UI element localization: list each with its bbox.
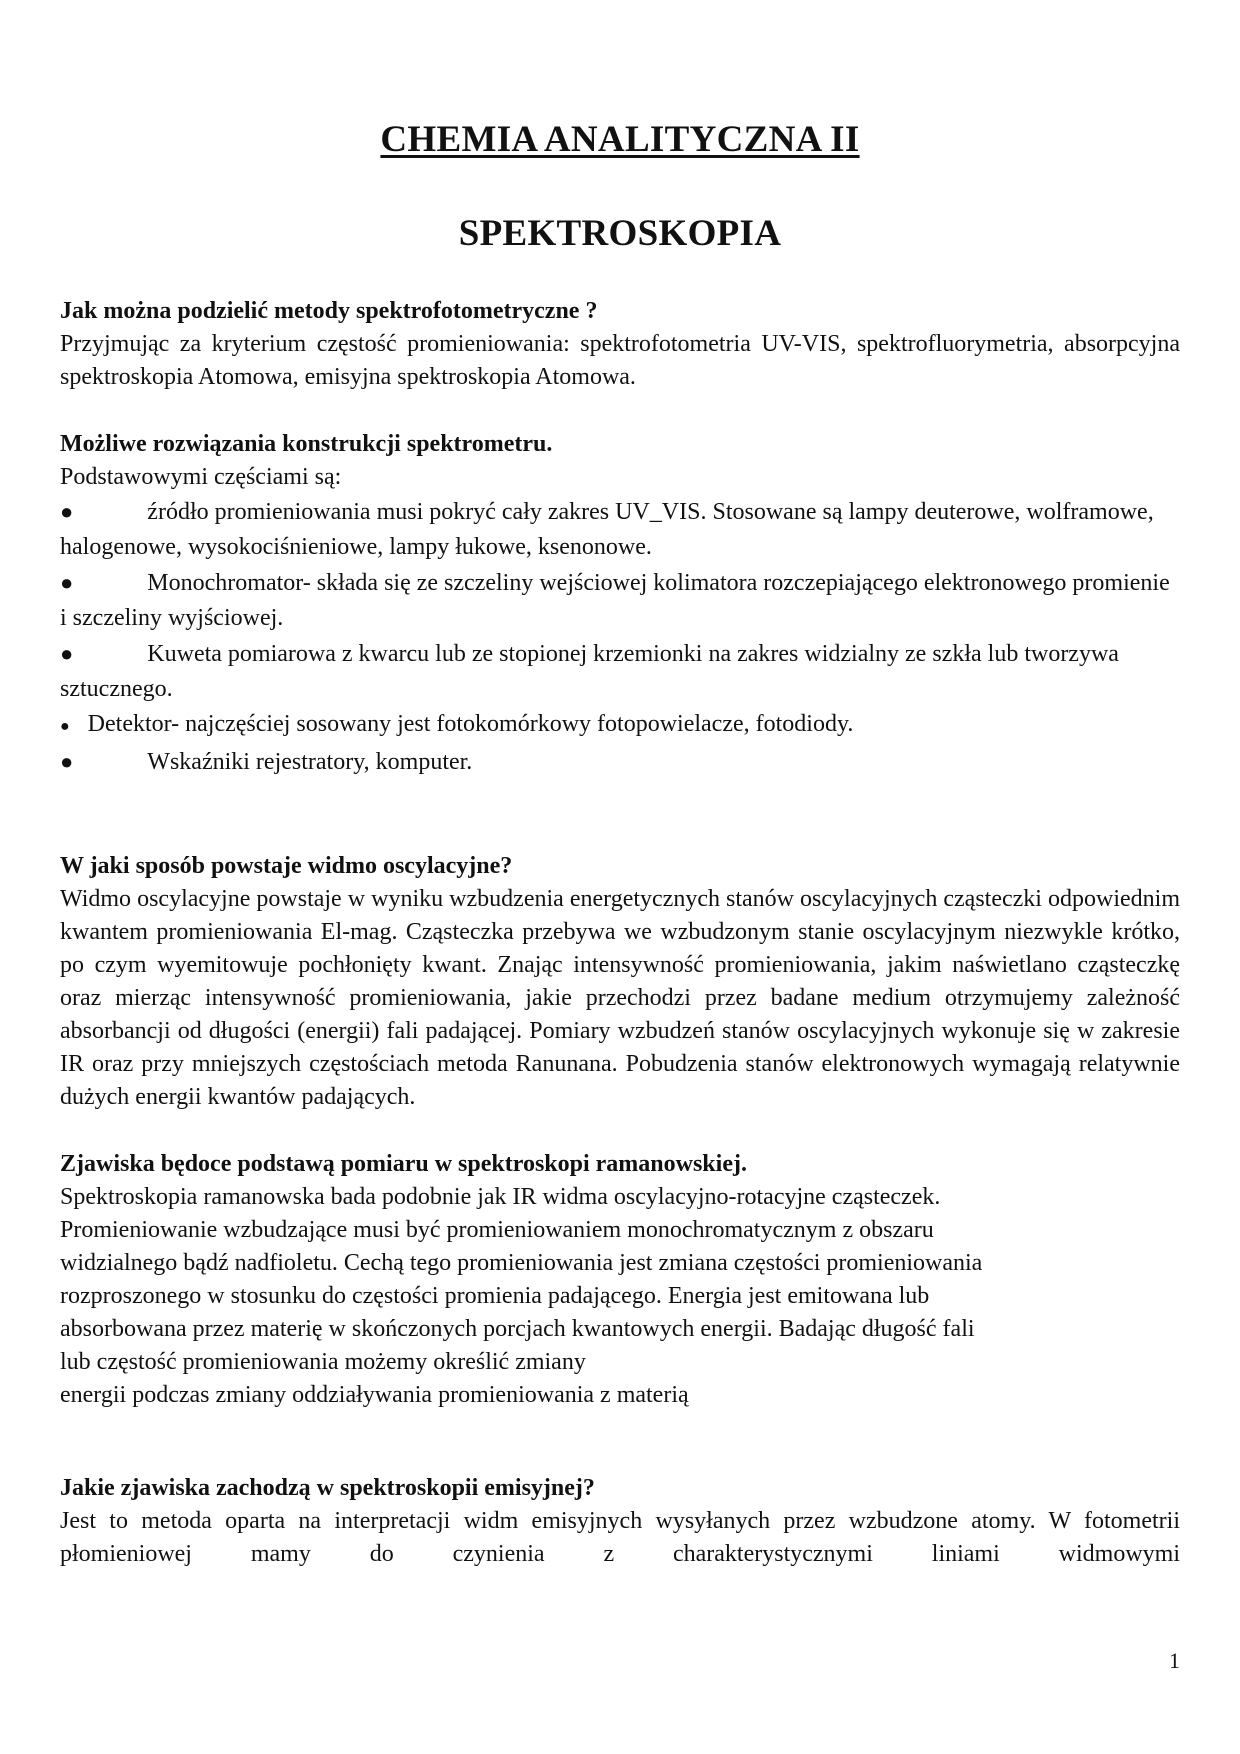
text-line: energii podczas zmiany oddziaływania promieniowania z materią: [60, 1381, 689, 1408]
list-item-text: Monochromator- składa się ze szczeliny wejściowej kolimatora rozczepiającego elektronowego promienie i szczeliny wyjściowej.: [60, 569, 1170, 631]
section-emission-spectroscopy: [60, 1472, 1180, 1571]
list-item-text: Kuweta pomiarowa z kwarcu lub ze stopionej krzemionki na zakres widzialny ze szkła lub tworzywa sztucznego.: [60, 640, 1119, 702]
text-line: Promieniowanie wzbudzające musi być promieniowaniem monochromatycznym z obszaru: [60, 1216, 934, 1243]
section-vibrational-spectrum: [60, 850, 1180, 1114]
components-list: [60, 494, 1180, 780]
document-title: CHEMIA ANALITYCZNA II: [380, 119, 860, 160]
section-heading: Możliwe rozwiązania konstrukcji spektrometru.: [60, 430, 553, 457]
bullet-icon: ●: [60, 717, 70, 735]
list-item: [60, 744, 1180, 780]
text-line: widzialnego bądź nadfioletu. Cechą tego promieniowania jest zmiana częstości promieniowania: [60, 1249, 983, 1276]
list-item-text: Wskaźniki rejestratory, komputer.: [147, 748, 473, 775]
bullet-icon: ●: [60, 498, 74, 524]
text-line: absorbowana przez materię w skończonych porcjach kwantowych energii. Badając długość fali: [60, 1315, 975, 1342]
section-heading: W jaki sposób powstaje widmo oscylacyjne?: [60, 852, 513, 879]
list-item: [60, 494, 1180, 565]
section-paragraph: Jest to metoda oparta na interpretacji widm emisyjnych wysyłanych przez wzbudzone atomy. W fotometrii płomieniowej mamy do czynienia z charakterystycznymi liniami widmowymi: [60, 1507, 1180, 1567]
text-line: lub częstość promieniowania możemy określić zmiany: [60, 1348, 586, 1375]
text-line: rozproszonego w stosunku do częstości promienia padającego. Energia jest emitowana lub: [60, 1282, 930, 1309]
document-subtitle: SPEKTROSKOPIA: [458, 213, 782, 255]
page-content: [60, 118, 1180, 1571]
list-item-text: Detektor- najczęściej sosowany jest fotokomórkowy fotopowielacze, fotodiody.: [87, 710, 854, 737]
bullet-icon: ●: [60, 748, 74, 774]
section-spectrophotometric-methods: [60, 295, 1180, 394]
section-paragraph: Widmo oscylacyjne powstaje w wyniku wzbudzenia energetycznych stanów oscylacyjnych cząsteczki odpowiednim kwantem promieniowania El-mag. Cząsteczka przebywa we wzbudzonym stanie oscylacyjnym niezwykle krótko, po czym wyemitowuje pochłonięty kwant. Znając intensywność promieniowania, jakim naświetlano cząsteczkę oraz mierząc intensywność promieniowania, jakie przechodzi przez badane medium otrzymujemy zależność absorbancji od długości (energii) fali padającej. Pomiary wzbudzeń stanów oscylacyjnych wykonuje się w zakresie IR oraz przy mniejszych częstościach metoda Ranunana. Pobudzenia stanów elektronowych wymagają relatywnie dużych energii kwantów padających.: [60, 885, 1180, 1110]
section-raman-spectroscopy: [60, 1148, 1180, 1412]
page-number: 1: [1169, 1648, 1180, 1673]
text-line: Spektroskopia ramanowska bada podobnie jak IR widma oscylacyjno-rotacyjne cząsteczek.: [60, 1183, 941, 1210]
section-paragraph: Przyjmując za kryterium częstość promieniowania: spektrofotometria UV-VIS, spektrofluorymetria, absorpcyjna spektroskopia Atomowa, emisyjna spektroskopia Atomowa.: [60, 330, 1180, 390]
section-heading: Jakie zjawiska zachodzą w spektroskopii emisyjnej?: [60, 1474, 595, 1501]
section-heading: Jak można podzielić metody spektrofotometryczne ?: [60, 297, 598, 324]
section-spectrometer-construction: [60, 428, 1180, 780]
section-heading: Zjawiska będoce podstawą pomiaru w spektroskopi ramanowskiej.: [60, 1150, 747, 1177]
section-intro: Podstawowymi częściami są:: [60, 463, 342, 490]
bullet-icon: ●: [60, 569, 74, 595]
bullet-icon: ●: [60, 640, 74, 666]
list-item: [60, 636, 1180, 707]
list-item-text: źródło promieniowania musi pokryć cały zakres UV_VIS. Stosowane są lampy deuterowe, wolframowe, halogenowe, wysokociśnieniowe, lampy łukowe, ksenonowe.: [60, 498, 1154, 560]
list-item: [60, 565, 1180, 636]
list-item: [60, 707, 1180, 744]
